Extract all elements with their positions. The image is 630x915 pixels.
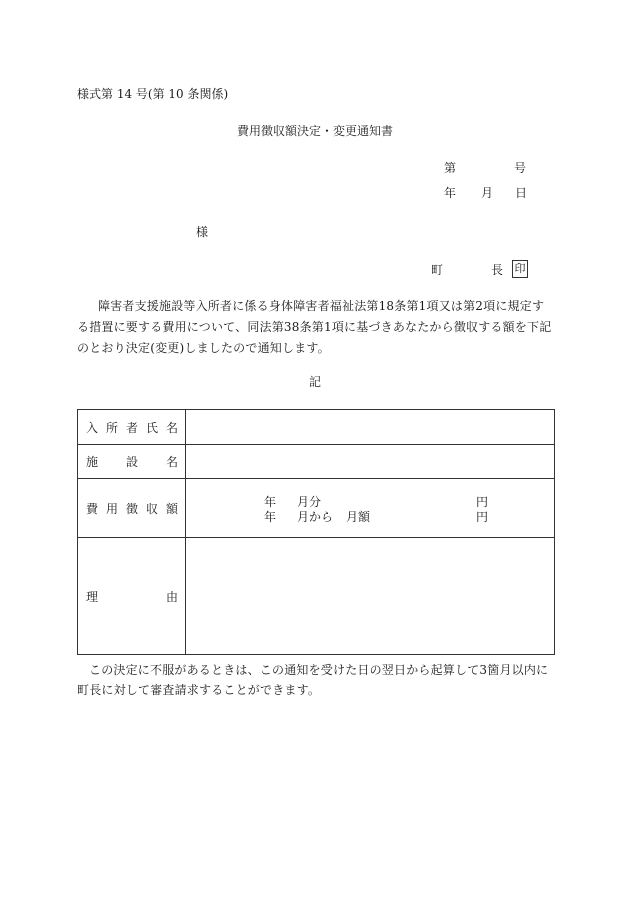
table-row-resident-name — [78, 410, 555, 445]
label-char: 所 — [105, 420, 118, 435]
body-paragraph: 障害者支援施設等入所者に係る身体障害者福祉法第18条第1項又は第2項に規定する措置に要する費用について、同法第38条第1項に基づきあなたから徴収する額を下記のとおり決定(変更)しましたので通知します。 — [77, 299, 552, 355]
label-char: 施 — [86, 455, 99, 469]
label-char: 名 — [165, 455, 178, 469]
label-char: 収 — [145, 501, 158, 516]
label-char: 氏 — [145, 420, 158, 435]
closing-paragraph: この決定に不服があるときは、この通知を受けた日の翌日から起算して3箇月以内に町長に対して審査請求することができます。 — [77, 663, 549, 697]
value-resident-name[interactable] — [186, 410, 555, 445]
value-fee-amount[interactable] — [186, 479, 555, 538]
recipient-honorific: 様 — [196, 225, 209, 239]
label-char: 由 — [165, 589, 178, 604]
label-reason — [78, 538, 186, 655]
fee-month-from: 月から — [297, 510, 334, 524]
document-number-prefix: 第 — [444, 161, 457, 175]
table-row-reason — [78, 538, 555, 655]
seal-mark: 印 — [512, 260, 528, 278]
label-char: 額 — [165, 501, 178, 516]
table-row-facility-name — [78, 445, 555, 479]
document-title: 費用徴収額決定・変更通知書 — [236, 124, 393, 138]
detail-table — [77, 409, 555, 655]
label-char: 設 — [125, 455, 138, 469]
value-facility-name[interactable] — [186, 445, 555, 479]
label-char: 入 — [86, 420, 99, 435]
label-facility-name — [78, 445, 186, 479]
label-char: 用 — [105, 501, 118, 516]
label-char: 理 — [86, 589, 99, 604]
fee-line-monthly — [186, 493, 554, 508]
fee-year: 年 — [264, 510, 277, 524]
date-month-label: 月 — [481, 186, 494, 200]
label-resident-name — [78, 410, 186, 445]
fee-line-from — [186, 508, 554, 523]
label-char: 徴 — [125, 501, 138, 516]
table-row-fee-amount — [78, 479, 555, 538]
form-number: 様式第 14 号(第 10 条関係) — [77, 87, 229, 101]
value-reason[interactable] — [186, 538, 555, 655]
label-char: 名 — [165, 420, 178, 435]
fee-month: 月分 — [297, 495, 322, 509]
fee-yen: 円 — [476, 510, 489, 524]
issuer-head: 長 — [491, 263, 504, 277]
document-number-suffix: 号 — [514, 161, 527, 175]
date-day-label: 日 — [515, 186, 528, 200]
fee-monthly-label: 月額 — [346, 510, 371, 524]
label-char: 費 — [86, 501, 99, 516]
fee-yen: 円 — [476, 495, 489, 509]
fee-year: 年 — [264, 495, 277, 509]
ki-heading: 記 — [308, 375, 321, 389]
date-year-label: 年 — [444, 186, 457, 200]
label-fee-amount — [78, 479, 186, 538]
issuer-town: 町 — [431, 263, 444, 277]
label-char: 者 — [125, 420, 138, 435]
